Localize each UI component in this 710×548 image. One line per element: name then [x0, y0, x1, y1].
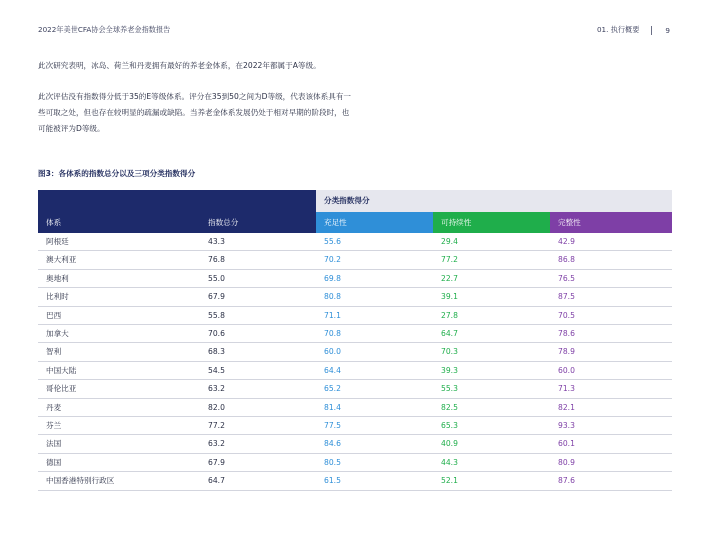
col-header-system: 体系	[38, 212, 200, 233]
adequacy-score: 55.6	[324, 237, 341, 246]
header-divider	[651, 26, 652, 35]
intro-paragraph: 此次研究表明，冰岛、荷兰和丹麦拥有最好的养老金体系，在2022年都属于A等级。	[38, 61, 321, 70]
total-score: 55.0	[208, 273, 225, 283]
page-header-right	[597, 25, 670, 35]
sustainability-score: 39.3	[441, 365, 458, 375]
integrity-score: 78.6	[558, 329, 575, 338]
total-score: 67.9	[208, 457, 225, 467]
total-score: 64.7	[208, 476, 225, 486]
system-name: 奥地利	[46, 273, 69, 283]
adequacy-score: 69.8	[324, 273, 341, 283]
integrity-score: 71.3	[558, 384, 575, 394]
total-score: 55.8	[208, 310, 225, 320]
sustainability-score: 39.1	[441, 292, 458, 302]
system-name: 澳大利亚	[46, 255, 77, 265]
total-score: 54.5	[208, 365, 225, 375]
adequacy-score: 61.5	[324, 476, 341, 486]
sustainability-score: 55.3	[441, 384, 458, 394]
system-name: 芬兰	[46, 421, 62, 430]
table-row	[38, 288, 672, 306]
system-name: 丹麦	[46, 402, 62, 412]
adequacy-score: 84.6	[324, 439, 341, 449]
sustainability-score: 22.7	[441, 273, 458, 283]
figure-title: 图3：各体系的指数总分以及三项分类指数得分	[38, 169, 196, 178]
system-name: 哥伦比亚	[46, 384, 77, 394]
integrity-score: 93.3	[558, 421, 575, 430]
total-score: 70.6	[208, 329, 225, 338]
table-row	[38, 380, 672, 398]
sustainability-score: 52.1	[441, 476, 458, 486]
adequacy-score: 70.2	[324, 255, 341, 265]
adequacy-score: 70.8	[324, 329, 341, 338]
report-title: 2022年美世CFA协会全球养老金指数报告	[38, 25, 171, 34]
system-name: 法国	[46, 439, 62, 449]
page-number: 9	[665, 25, 670, 35]
table-row	[38, 399, 672, 417]
subindex-group-header: 分类指数得分	[316, 190, 672, 212]
table-row	[38, 362, 672, 380]
total-score: 63.2	[208, 384, 225, 394]
total-score: 68.3	[208, 347, 225, 357]
integrity-score: 80.9	[558, 457, 575, 467]
sustainability-score: 70.3	[441, 347, 458, 357]
system-name: 中国香港特别行政区	[46, 476, 115, 486]
col-header-total: 指数总分	[200, 212, 316, 233]
system-name: 加拿大	[46, 329, 69, 338]
table-row	[38, 472, 672, 490]
sustainability-score: 77.2	[441, 255, 458, 265]
sustainability-score: 40.9	[441, 439, 458, 449]
table-row	[38, 251, 672, 269]
system-name: 德国	[46, 457, 62, 467]
header-band-main	[38, 190, 316, 212]
table-row	[38, 435, 672, 453]
integrity-score: 87.6	[558, 476, 575, 486]
integrity-score: 87.5	[558, 292, 575, 302]
adequacy-score: 80.5	[324, 457, 341, 467]
integrity-score: 76.5	[558, 273, 575, 283]
table-row	[38, 454, 672, 472]
sustainability-score: 27.8	[441, 310, 458, 320]
table-row	[38, 307, 672, 325]
system-name: 比利时	[46, 292, 69, 302]
system-name: 智利	[46, 347, 62, 357]
grading-paragraph: 此次评估没有指数得分低于35的E等级体系。评分在35到50之间为D等级，代表该体系具有一些可取之处，但也存在较明显的疏漏或缺陷。当养老金体系发展仍处于相对早期的阶段时，也可能被评为D等级。	[38, 92, 352, 133]
adequacy-score: 81.4	[324, 402, 341, 412]
adequacy-score: 64.4	[324, 365, 341, 375]
adequacy-score: 77.5	[324, 421, 341, 430]
system-name: 阿根廷	[46, 237, 69, 246]
section-label: 01. 执行概要	[596, 25, 640, 34]
adequacy-score: 65.2	[324, 384, 341, 394]
integrity-score: 60.1	[558, 439, 575, 449]
table-row	[38, 343, 672, 361]
total-score: 76.8	[208, 255, 225, 265]
sustainability-score: 65.3	[441, 421, 458, 430]
table-row	[38, 233, 672, 251]
integrity-score: 78.9	[558, 347, 575, 357]
table-row	[38, 270, 672, 288]
integrity-score: 70.5	[558, 310, 575, 320]
sustainability-score: 44.3	[441, 457, 458, 467]
col-header-integrity: 完整性	[550, 212, 672, 233]
sustainability-score: 82.5	[441, 402, 458, 412]
adequacy-score: 71.1	[324, 310, 341, 320]
table-header-row	[38, 212, 672, 233]
system-name: 中国大陆	[46, 365, 77, 375]
integrity-score: 86.8	[558, 255, 575, 265]
col-header-sustainability: 可持续性	[433, 212, 550, 233]
integrity-score: 60.0	[558, 365, 575, 375]
total-score: 67.9	[208, 292, 225, 302]
table-row	[38, 417, 672, 435]
integrity-score: 82.1	[558, 402, 575, 412]
total-score: 43.3	[208, 237, 225, 246]
total-score: 77.2	[208, 421, 225, 430]
system-name: 巴西	[46, 310, 62, 320]
total-score: 63.2	[208, 439, 225, 449]
col-header-adequacy: 充足性	[316, 212, 433, 233]
integrity-score: 42.9	[558, 237, 575, 246]
adequacy-score: 60.0	[324, 347, 341, 357]
total-score: 82.0	[208, 402, 225, 412]
sustainability-score: 29.4	[441, 237, 458, 246]
adequacy-score: 80.8	[324, 292, 341, 302]
sustainability-score: 64.7	[441, 329, 458, 338]
table-row	[38, 325, 672, 343]
